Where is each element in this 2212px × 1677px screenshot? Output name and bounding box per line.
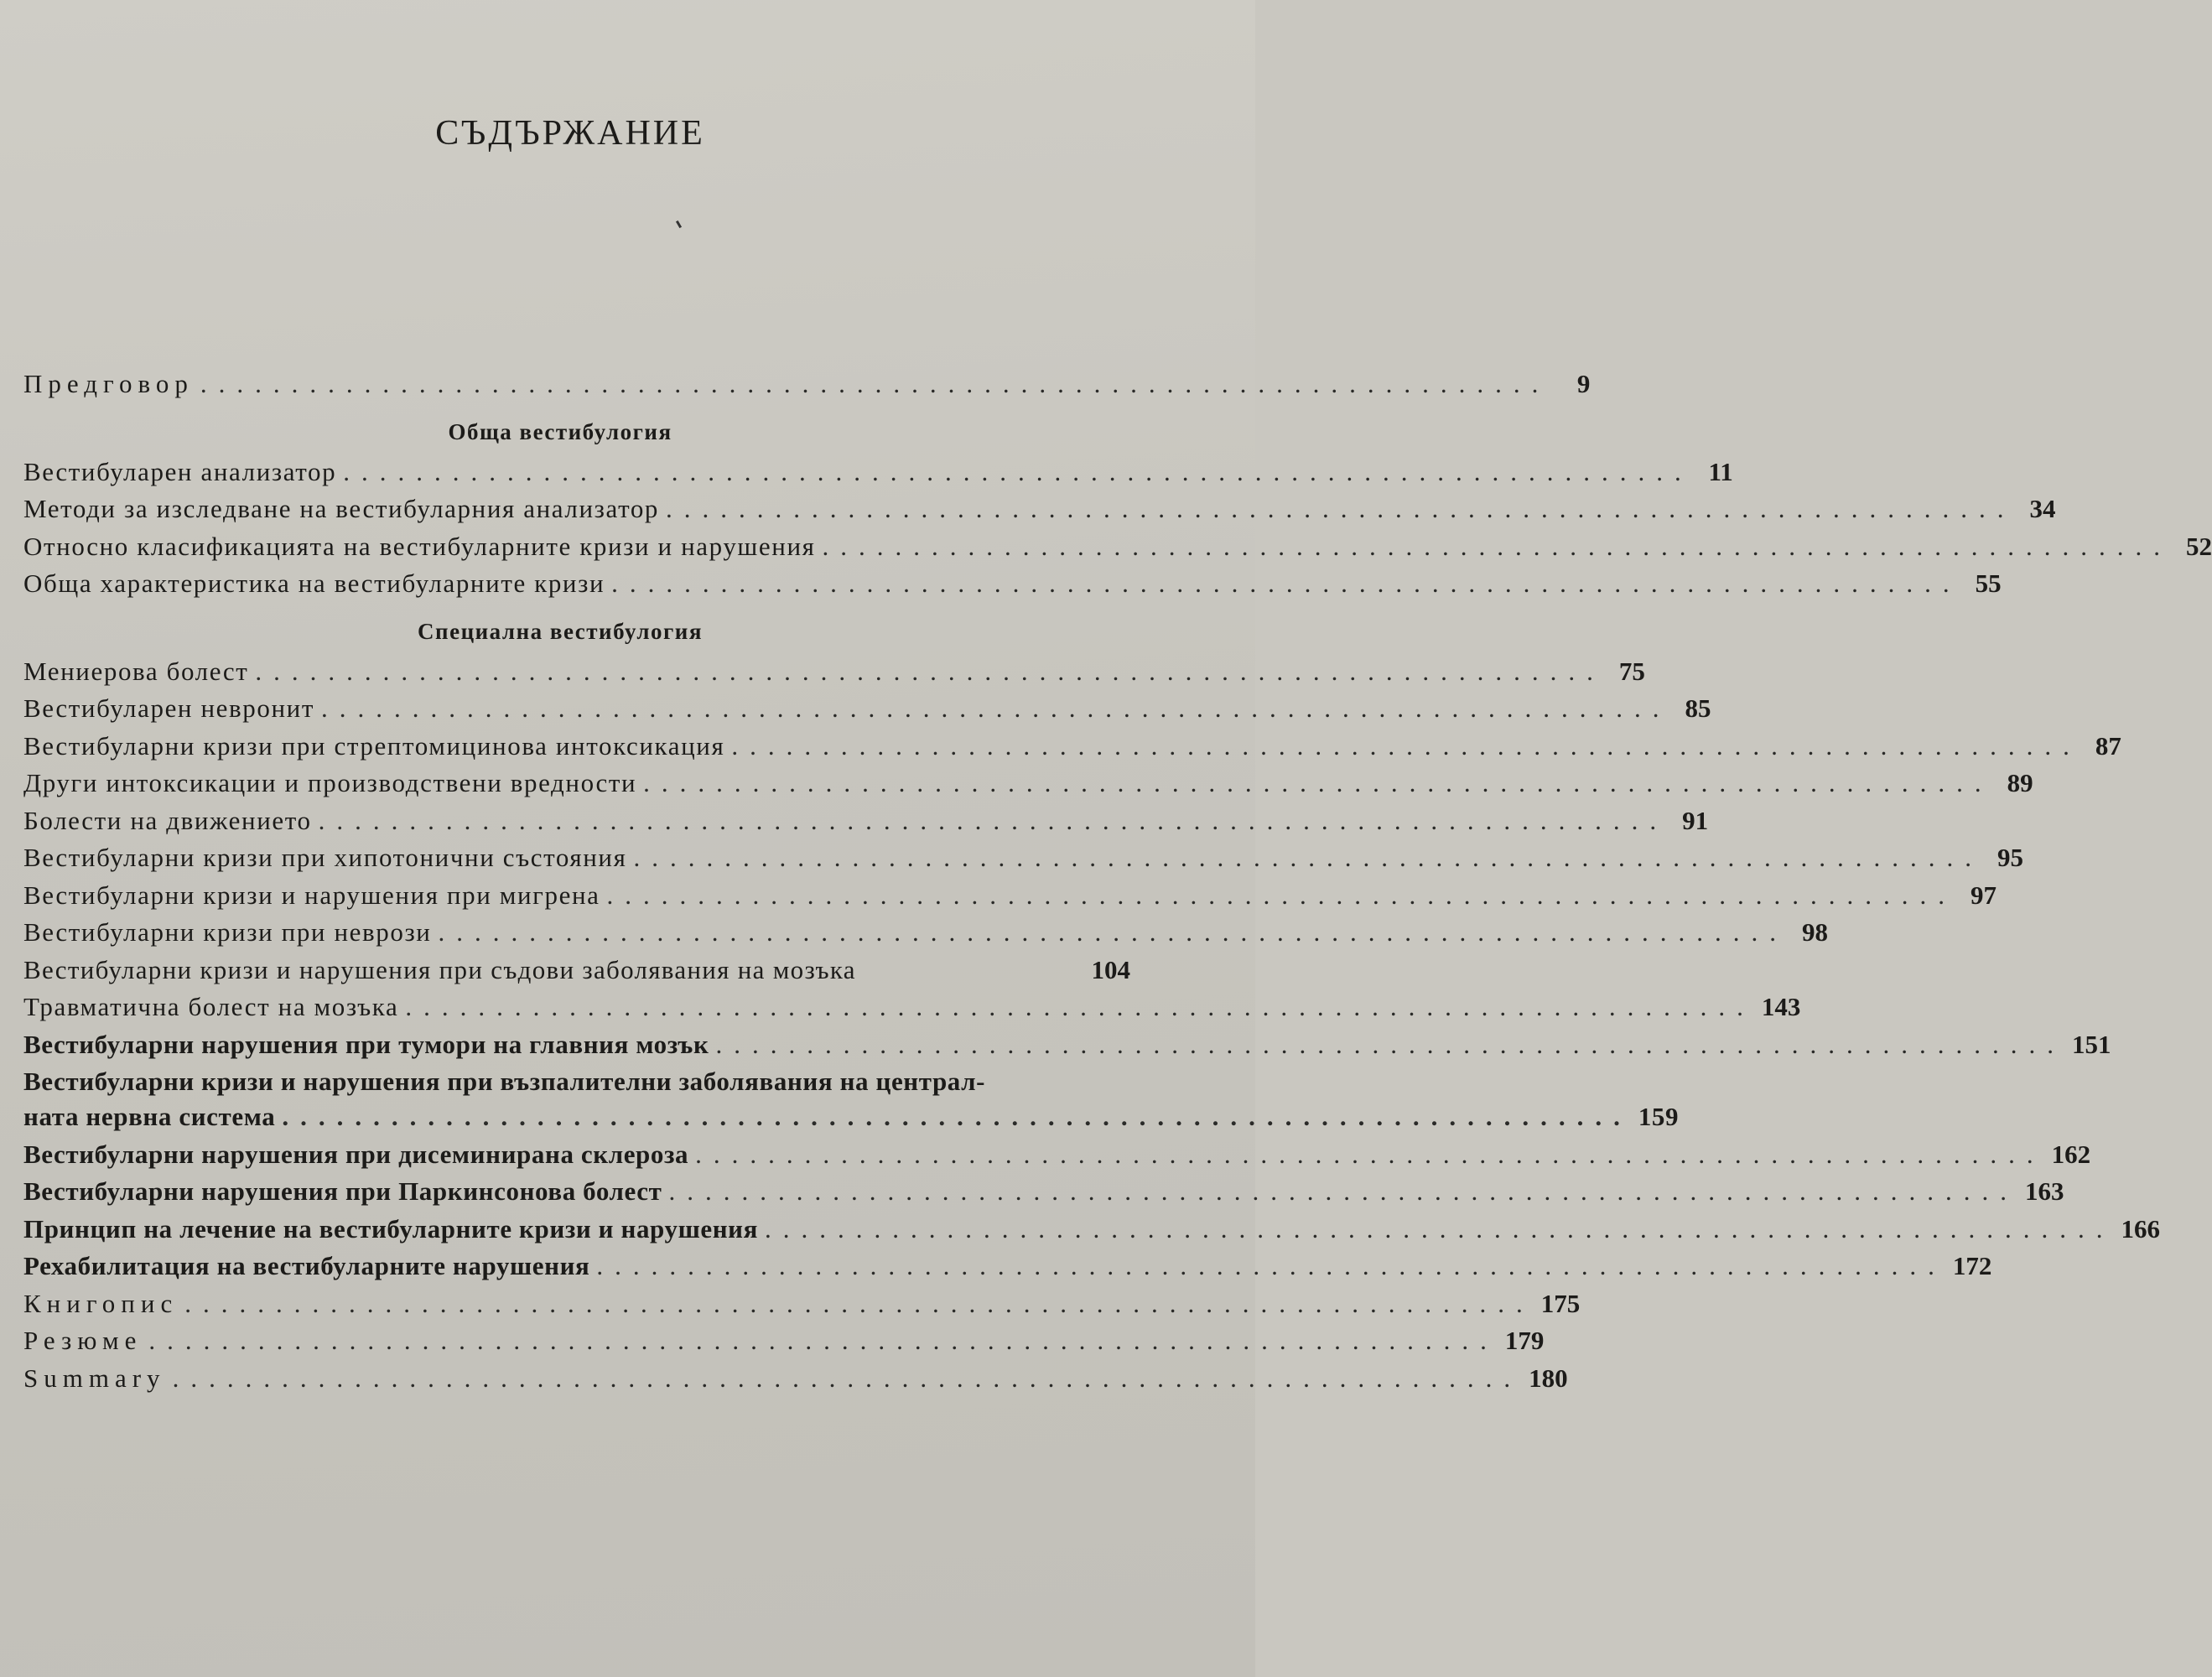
toc-entry [23, 494, 2056, 532]
toc-entry [23, 1363, 1568, 1401]
toc-entry-preface [23, 369, 1591, 407]
toc-entry-page: 175 [1540, 1288, 1581, 1318]
toc-entry-label: Вестибуларен невронит [23, 693, 314, 723]
toc-leader-dots: .......................................................................... [405, 992, 1755, 1021]
toc-entry-label: Книгопис [23, 1288, 179, 1318]
toc-entry-label: Вестибуларни нарушения при тумори на главния мозък [23, 1029, 709, 1059]
toc-entry-label: Вестибуларни кризи и нарушения при съдови заболявания на мозъка [23, 954, 856, 984]
toc-entry [23, 730, 2121, 769]
toc-entry-label: Вестибуларни нарушения при дисеминирана склероза [23, 1139, 689, 1169]
toc-entry-page: 87 [2095, 730, 2121, 761]
toc-leader-dots: .......................................................................... [318, 805, 1669, 835]
toc-entry [23, 1029, 2111, 1067]
toc-entry-label: Вестибуларни кризи при хипотонични състояния [23, 843, 627, 872]
toc-entry-page: 89 [2007, 768, 2033, 797]
toc-leader-dots: .......................................................................... [695, 1139, 2045, 1169]
toc-leader-dots: .......................................................................... [343, 456, 1693, 486]
toc-entry [23, 1213, 2161, 1252]
toc-entry [23, 531, 2212, 569]
toc-leader-dots: .......................................................................... [765, 1213, 2115, 1243]
toc-entry-page: 143 [1761, 992, 1801, 1021]
toc-leader-dots: .......................................................................... [822, 531, 2172, 561]
toc-entry-label: Мениерова болест [23, 656, 249, 686]
toc-entry-page: 159 [1638, 1102, 1680, 1131]
toc-entry-page: 75 [1618, 656, 1645, 686]
toc-entry-label: Относно класификацията на вестибуларните кризи и нарушения [23, 531, 816, 561]
toc-entry [23, 843, 2023, 880]
toc-entry-page: 162 [2051, 1139, 2091, 1169]
toc-entry [23, 1176, 2064, 1214]
toc-entry-page: 172 [1952, 1251, 1992, 1280]
toc-entry [23, 880, 1997, 918]
toc-entry-label: Методи за изследване на вестибуларния анализатор [23, 494, 660, 523]
toc-entry-label-line2: ната нервна система [23, 1102, 276, 1131]
toc-entry [23, 992, 1801, 1030]
table-of-contents [23, 369, 2212, 1400]
toc-entry-page: 9 [1576, 369, 1591, 398]
toc-leader-dots: .......................................................................... [438, 917, 1788, 947]
toc-entry-page: 52 [2186, 531, 2212, 561]
toc-leader-dots: .......................................................................... [282, 1102, 1632, 1131]
toc-entry [23, 1251, 1992, 1289]
toc-entry-label: Болести на движението [23, 805, 312, 835]
toc-entry [23, 917, 1828, 955]
toc-entry-label: Вестибуларни нарушения при Паркинсонова болест [23, 1176, 662, 1206]
toc-leader-dots: .......................................................................... [731, 730, 2081, 761]
toc-entry-line2 [23, 1102, 1680, 1140]
toc-entry [23, 569, 2002, 606]
toc-entry-label: Вестибуларни кризи при стрептомицинова интоксикация [23, 730, 725, 761]
toc-entry-page: 95 [1997, 843, 2023, 872]
toc-leader-dots: .......................................................................... [606, 880, 1956, 910]
toc-entry [23, 1139, 2091, 1177]
toc-entry-label: Принцип на лечение на вестибуларните кризи и нарушения [23, 1213, 759, 1243]
toc-entry-label: Summary [23, 1363, 166, 1393]
toc-leader-dots: .......................................................................... [611, 569, 1961, 598]
toc-entry [23, 656, 1645, 694]
toc-entry [23, 693, 1711, 731]
toc-entry-label: Травматична болест на мозъка [23, 992, 399, 1021]
toc-entry-page: 166 [2121, 1213, 2161, 1243]
print-speck [676, 221, 682, 228]
toc-entry-page: 151 [2071, 1029, 2111, 1059]
toc-entry-page: 55 [1975, 569, 2002, 598]
section-heading-general: Обща вестибулогия [448, 418, 672, 444]
toc-leader-dots: .......................................................................... [148, 1326, 1498, 1355]
toc-leader-dots: .......................................................................... [633, 843, 1983, 872]
toc-entry [23, 768, 2033, 806]
toc-entry-page: 91 [1682, 805, 1709, 835]
toc-entry-label: Други интоксикации и производствени вредности [23, 768, 637, 797]
toc-entry-page: 85 [1685, 693, 1711, 723]
section-heading-special: Специална вестибулогия [418, 618, 703, 644]
toc-entry-page: 98 [1801, 917, 1828, 947]
toc-entry-page: 104 [1091, 954, 1130, 984]
toc-leader-dots: .......................................................................... [172, 1363, 1523, 1393]
toc-entry-page: 34 [2029, 494, 2056, 523]
toc-entry [23, 955, 1130, 993]
toc-entry [23, 1288, 1581, 1327]
toc-entry [23, 805, 1709, 844]
toc-entry-label: Резюме [23, 1326, 143, 1355]
toc-leader-dots: .......................................................................... [184, 1288, 1534, 1318]
toc-entry-page: 179 [1504, 1326, 1545, 1355]
toc-entry-label: Предговор [23, 369, 194, 398]
toc-entry-label: Вестибуларни кризи и нарушения при мигрена [23, 880, 600, 910]
toc-leader-dots: .......................................................................... [668, 1176, 2018, 1206]
toc-leader-dots: .......................................................................... [715, 1029, 2065, 1059]
toc-leader-dots: .......................................................................... [200, 369, 1550, 398]
toc-entry [23, 1326, 1545, 1363]
toc-entry-page: 180 [1529, 1363, 1568, 1393]
toc-entry-label: Рехабилитация на вестибуларните нарушения [23, 1251, 590, 1280]
toc-entry-multiline [23, 1067, 1680, 1140]
page-title: СЪДЪРЖАНИЕ [435, 114, 705, 153]
toc-entry-page: 97 [1971, 880, 1997, 910]
toc-entry-page: 11 [1708, 456, 1733, 486]
toc-leader-dots: .......................................................................... [643, 768, 1993, 797]
toc-entry [23, 456, 1733, 495]
toc-entry-label: Вестибуларен анализатор [23, 456, 337, 486]
toc-entry-label: Вестибуларни кризи при неврози [23, 917, 432, 947]
toc-leader-dots: .......................................................................... [666, 494, 2016, 523]
toc-leader-dots: .......................................................................... [596, 1251, 1946, 1280]
toc-entry-label: Обща характеристика на вестибуларните кризи [23, 569, 605, 598]
toc-entry-page: 163 [2024, 1176, 2064, 1206]
toc-entry-label-line1: Вестибуларни кризи и нарушения при възпалителни заболявания на централ- [23, 1067, 986, 1096]
toc-leader-dots: .......................................................................... [255, 656, 1605, 686]
toc-leader-dots: .......................................................................... [320, 693, 1671, 723]
